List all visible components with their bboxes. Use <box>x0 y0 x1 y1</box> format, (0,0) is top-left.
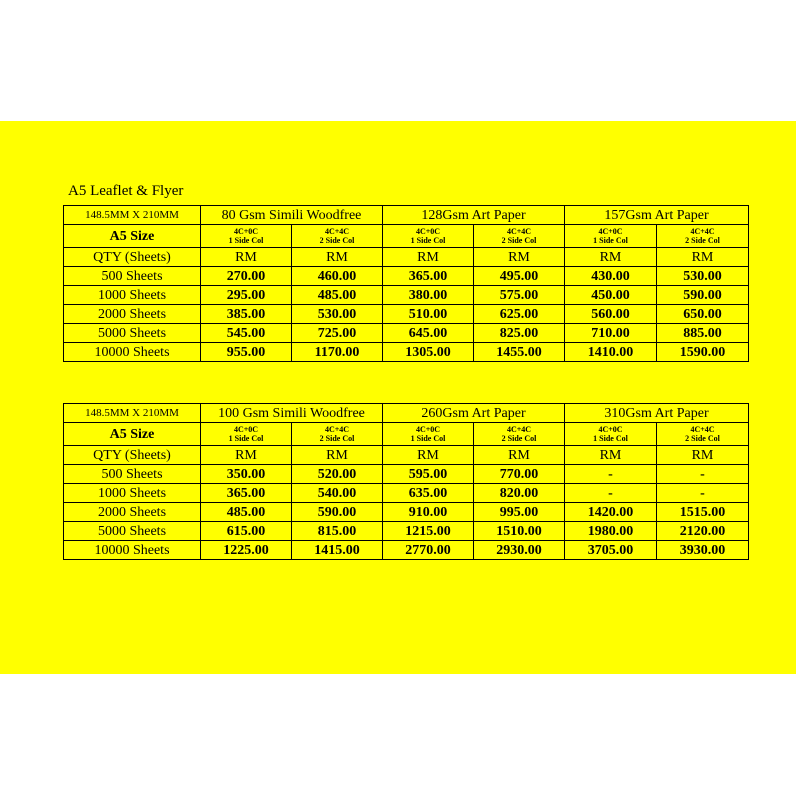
price-cell: - <box>565 484 657 503</box>
price-cell: 540.00 <box>292 484 383 503</box>
price-table-1 <box>63 205 749 362</box>
color-spec-sides: 1 Side Col <box>593 434 628 443</box>
color-spec-code: 4C+4C <box>324 227 350 236</box>
color-spec-sides: 2 Side Col <box>319 236 355 245</box>
color-spec-row <box>64 423 749 446</box>
color-spec-sides: 1 Side Col <box>228 236 264 245</box>
color-spec-cell <box>565 423 657 446</box>
price-cell: 615.00 <box>201 522 292 541</box>
currency-cell: RM <box>383 446 474 465</box>
price-cell: 885.00 <box>657 324 749 343</box>
price-cell: 295.00 <box>201 286 292 305</box>
page-title: A5 Leaflet & Flyer <box>68 183 184 199</box>
price-cell: 910.00 <box>383 503 474 522</box>
table-row <box>64 522 749 541</box>
dimension-cell: 148.5MM X 210MM <box>64 206 201 225</box>
quantity-cell: 1000 Sheets <box>64 484 201 503</box>
color-spec-sides: 1 Side Col <box>593 236 628 245</box>
quantity-cell: 5000 Sheets <box>64 522 201 541</box>
price-cell: 365.00 <box>383 267 474 286</box>
paper-type-header: 100 Gsm Simili Woodfree <box>201 404 383 423</box>
color-spec-code: 4C+4C <box>506 425 532 434</box>
color-spec-sides: 2 Side Col <box>319 434 355 443</box>
color-spec-code: 4C+0C <box>233 425 259 434</box>
price-cell: 530.00 <box>292 305 383 324</box>
price-cell: 1590.00 <box>657 343 749 362</box>
quantity-cell: 500 Sheets <box>64 267 201 286</box>
paper-type-header: 260Gsm Art Paper <box>383 404 565 423</box>
price-cell: 560.00 <box>565 305 657 324</box>
price-cell: 1170.00 <box>292 343 383 362</box>
quantity-cell: 2000 Sheets <box>64 305 201 324</box>
price-cell: 2930.00 <box>474 541 565 560</box>
paper-type-header: 157Gsm Art Paper <box>565 206 749 225</box>
price-sheet <box>0 121 796 674</box>
price-cell: 815.00 <box>292 522 383 541</box>
price-cell: 380.00 <box>383 286 474 305</box>
color-spec-sides: 2 Side Col <box>685 434 720 443</box>
price-cell: 3930.00 <box>657 541 749 560</box>
price-cell: 520.00 <box>292 465 383 484</box>
color-spec-cell <box>383 225 474 248</box>
color-spec-sides: 1 Side Col <box>228 434 264 443</box>
paper-header-row <box>64 404 749 423</box>
price-cell: 385.00 <box>201 305 292 324</box>
paper-type-header: 128Gsm Art Paper <box>383 206 565 225</box>
price-cell: 350.00 <box>201 465 292 484</box>
color-spec-cell <box>474 225 565 248</box>
qty-label: QTY (Sheets) <box>64 446 201 465</box>
paper-header-row <box>64 206 749 225</box>
price-cell: 450.00 <box>565 286 657 305</box>
price-cell: 590.00 <box>292 503 383 522</box>
price-cell: 1215.00 <box>383 522 474 541</box>
currency-cell: RM <box>657 248 749 267</box>
color-spec-cell <box>292 423 383 446</box>
quantity-cell: 1000 Sheets <box>64 286 201 305</box>
price-cell: 575.00 <box>474 286 565 305</box>
price-cell: 1510.00 <box>474 522 565 541</box>
price-cell: 270.00 <box>201 267 292 286</box>
table-row <box>64 541 749 560</box>
size-label: A5 Size <box>64 423 201 446</box>
price-cell: 460.00 <box>292 267 383 286</box>
color-spec-sides: 1 Side Col <box>410 434 446 443</box>
currency-cell: RM <box>201 446 292 465</box>
price-cell: 430.00 <box>565 267 657 286</box>
quantity-cell: 2000 Sheets <box>64 503 201 522</box>
price-cell: 645.00 <box>383 324 474 343</box>
color-spec-cell <box>565 225 657 248</box>
price-cell: 825.00 <box>474 324 565 343</box>
color-spec-cell <box>657 423 749 446</box>
color-spec-sides: 2 Side Col <box>501 434 537 443</box>
currency-cell: RM <box>292 248 383 267</box>
price-cell: - <box>657 484 749 503</box>
price-cell: 2120.00 <box>657 522 749 541</box>
price-cell: 1515.00 <box>657 503 749 522</box>
price-cell: 770.00 <box>474 465 565 484</box>
size-label: A5 Size <box>64 225 201 248</box>
currency-cell: RM <box>474 446 565 465</box>
quantity-cell: 10000 Sheets <box>64 541 201 560</box>
color-spec-code: 4C+0C <box>415 425 441 434</box>
quantity-cell: 500 Sheets <box>64 465 201 484</box>
price-cell: 1225.00 <box>201 541 292 560</box>
paper-type-header: 310Gsm Art Paper <box>565 404 749 423</box>
currency-cell: RM <box>201 248 292 267</box>
currency-cell: RM <box>292 446 383 465</box>
price-cell: 1410.00 <box>565 343 657 362</box>
price-cell: 485.00 <box>201 503 292 522</box>
price-cell: 650.00 <box>657 305 749 324</box>
price-cell: 1455.00 <box>474 343 565 362</box>
color-spec-cell <box>474 423 565 446</box>
price-cell: 710.00 <box>565 324 657 343</box>
color-spec-sides: 2 Side Col <box>685 236 720 245</box>
qty-label: QTY (Sheets) <box>64 248 201 267</box>
dimension-cell: 148.5MM X 210MM <box>64 404 201 423</box>
price-cell: 1415.00 <box>292 541 383 560</box>
color-spec-sides: 1 Side Col <box>410 236 446 245</box>
table-row <box>64 267 749 286</box>
color-spec-sides: 2 Side Col <box>501 236 537 245</box>
color-spec-code: 4C+4C <box>324 425 350 434</box>
currency-row <box>64 248 749 267</box>
currency-cell: RM <box>657 446 749 465</box>
currency-cell: RM <box>383 248 474 267</box>
table-row <box>64 484 749 503</box>
table-row <box>64 503 749 522</box>
quantity-cell: 10000 Sheets <box>64 343 201 362</box>
table-row <box>64 324 749 343</box>
price-cell: 510.00 <box>383 305 474 324</box>
color-spec-cell <box>292 225 383 248</box>
table-row <box>64 343 749 362</box>
color-spec-cell <box>657 225 749 248</box>
price-table-2 <box>63 403 749 560</box>
color-spec-code: 4C+4C <box>506 227 532 236</box>
quantity-cell: 5000 Sheets <box>64 324 201 343</box>
color-spec-cell <box>201 225 292 248</box>
color-spec-row <box>64 225 749 248</box>
price-cell: 3705.00 <box>565 541 657 560</box>
price-cell: 635.00 <box>383 484 474 503</box>
color-spec-code: 4C+0C <box>415 227 441 236</box>
currency-cell: RM <box>565 446 657 465</box>
price-cell: 365.00 <box>201 484 292 503</box>
price-cell: 2770.00 <box>383 541 474 560</box>
price-cell: - <box>657 465 749 484</box>
color-spec-code: 4C+4C <box>690 227 715 236</box>
table-row <box>64 305 749 324</box>
price-cell: 1420.00 <box>565 503 657 522</box>
currency-row <box>64 446 749 465</box>
paper-type-header: 80 Gsm Simili Woodfree <box>201 206 383 225</box>
price-cell: 485.00 <box>292 286 383 305</box>
price-cell: 820.00 <box>474 484 565 503</box>
color-spec-cell <box>201 423 292 446</box>
color-spec-code: 4C+4C <box>690 425 715 434</box>
price-cell: 725.00 <box>292 324 383 343</box>
price-cell: - <box>565 465 657 484</box>
price-cell: 625.00 <box>474 305 565 324</box>
table-row <box>64 465 749 484</box>
price-cell: 530.00 <box>657 267 749 286</box>
price-cell: 1305.00 <box>383 343 474 362</box>
price-cell: 995.00 <box>474 503 565 522</box>
color-spec-code: 4C+0C <box>598 425 623 434</box>
price-cell: 590.00 <box>657 286 749 305</box>
currency-cell: RM <box>474 248 565 267</box>
color-spec-code: 4C+0C <box>598 227 623 236</box>
color-spec-code: 4C+0C <box>233 227 259 236</box>
color-spec-cell <box>383 423 474 446</box>
currency-cell: RM <box>565 248 657 267</box>
price-cell: 545.00 <box>201 324 292 343</box>
price-cell: 495.00 <box>474 267 565 286</box>
table-row <box>64 286 749 305</box>
price-cell: 595.00 <box>383 465 474 484</box>
price-cell: 955.00 <box>201 343 292 362</box>
price-cell: 1980.00 <box>565 522 657 541</box>
